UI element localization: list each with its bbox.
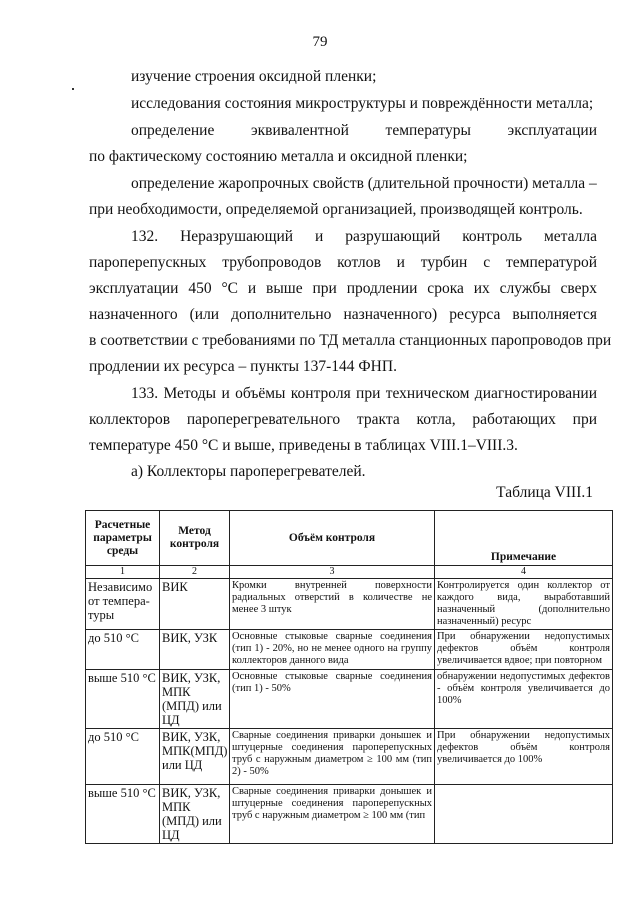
header-note: Примечание: [435, 511, 613, 566]
cell-note: Контролируется один коллектор от каждого вида, выработавший назначенный (дополнительно назначенный) ресурс: [435, 579, 613, 630]
header-method: Метод контроля: [160, 511, 230, 566]
column-number: 1: [86, 566, 160, 579]
paragraph-line: при необходимости, определяемой организацией, производящей контроль.: [89, 201, 583, 218]
paragraph-line: исследования состояния микроструктуры и повреждённости металла;: [131, 95, 594, 112]
paragraph-line: пароперепускных трубопроводов котлов и турбин с температурой: [89, 254, 597, 271]
table-row: [86, 729, 613, 785]
scan-speck: [72, 88, 74, 90]
column-number: 3: [230, 566, 435, 579]
page-number: 79: [312, 34, 328, 50]
control-methods-table: [85, 510, 613, 844]
paragraph-line: по фактическому состоянию металла и оксидной пленки;: [89, 148, 468, 165]
cell-note: При обнаружении недопустимых дефектов объём контроля увеличивается вдвое; при повторном: [435, 630, 613, 670]
paragraph-line: коллекторов пароперегревательного тракта котла, работающих при: [89, 411, 597, 428]
cell-scope: Основные стыковые сварные соединения (тип 1) - 20%, но не менее одного на группу коллекторов данного вида: [230, 630, 435, 670]
paragraph-line: назначенного (или дополнительно назначенного) ресурса выполняется: [89, 306, 597, 323]
cell-note: обнаружении недопустимых дефектов - объём контроля увеличивается до 100%: [435, 670, 613, 729]
cell-scope: Сварные соединения приварки донышек и штуцерные соединения пароперепускных труб с наружным диаметром ≥ 100 мм (тип 2) - 50%: [230, 729, 435, 785]
cell-method: ВИК, УЗК: [160, 630, 230, 670]
cell-method: ВИК, УЗК, МПК (МПД) или ЦД: [160, 785, 230, 844]
paragraph-line: изучение строения оксидной пленки;: [131, 68, 377, 85]
cell-scope: Кромки внутренней поверхности радиальных отверстий в количестве не менее 3 штук: [230, 579, 435, 630]
column-number: 2: [160, 566, 230, 579]
paragraph-line: 132. Неразрушающий и разрушающий контроль металла: [131, 228, 597, 245]
cell-note: [435, 785, 613, 844]
cell-method: ВИК: [160, 579, 230, 630]
table-header-row: [86, 511, 613, 566]
cell-parameters: выше 510 °С: [86, 670, 160, 729]
paragraph-line: в соответствии с требованиями по ТД металла станционных паропроводов при: [89, 332, 612, 349]
table-row: [86, 630, 613, 670]
cell-scope: Основные стыковые сварные соединения (тип 1) - 50%: [230, 670, 435, 729]
paragraph-line: определение эквивалентной температуры эксплуатации: [131, 122, 597, 139]
header-scope: Объём контроля: [230, 511, 435, 566]
table-number-row: [86, 566, 613, 579]
paragraph-line: продлении их ресурса – пункты 137-144 ФНП.: [89, 358, 397, 375]
paragraph-line: а) Коллекторы пароперегревателей.: [131, 463, 366, 480]
cell-parameters: Независимо от темпера-туры: [86, 579, 160, 630]
cell-method: ВИК, УЗК, МПК(МПД) или ЦД: [160, 729, 230, 785]
table-row: [86, 579, 613, 630]
cell-scope: Сварные соединения приварки донышек и штуцерные соединения пароперепускных труб с наружным диаметром ≥ 100 мм (тип: [230, 785, 435, 844]
table-caption: Таблица VIII.1: [496, 484, 593, 501]
cell-parameters: выше 510 °С: [86, 785, 160, 844]
table-row: [86, 670, 613, 729]
paragraph-line: эксплуатации 450 °С и выше при продлении срока их службы сверх: [89, 280, 597, 297]
cell-parameters: до 510 °С: [86, 729, 160, 785]
paragraph-line: 133. Методы и объёмы контроля при техническом диагностировании: [131, 385, 597, 402]
cell-method: ВИК, УЗК, МПК (МПД) или ЦД: [160, 670, 230, 729]
paragraph-line: определение жаропрочных свойств (длительной прочности) металла –: [131, 175, 597, 192]
cell-note: При обнаружении недопустимых дефектов объём контроля увеличивается до 100%: [435, 729, 613, 785]
cell-parameters: до 510 °С: [86, 630, 160, 670]
column-number: 4: [435, 566, 613, 579]
paragraph-line: температуре 450 °С и выше, приведены в таблицах VIII.1–VIII.3.: [89, 437, 518, 454]
table-row: [86, 785, 613, 844]
header-parameters: Расчетные параметры среды: [86, 511, 160, 566]
